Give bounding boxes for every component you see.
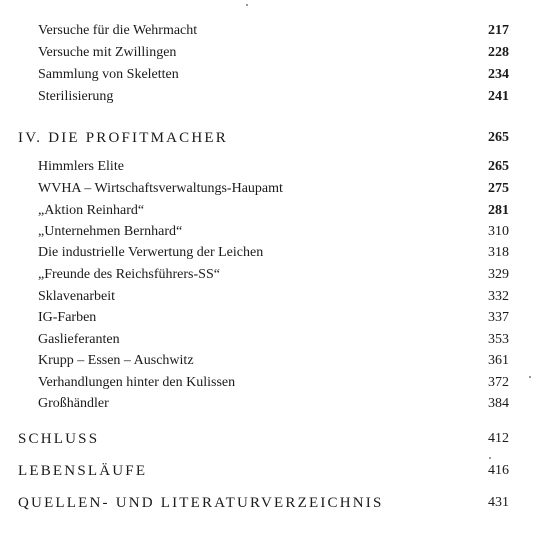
toc-entry-page: 241 bbox=[488, 89, 509, 104]
toc-entry-page: 234 bbox=[488, 67, 509, 82]
toc-entry bbox=[0, 308, 533, 328]
toc-entry-page: 275 bbox=[488, 181, 509, 196]
toc-chapter bbox=[0, 493, 533, 513]
toc-entry bbox=[0, 351, 533, 371]
toc-entry-page: 353 bbox=[488, 332, 509, 347]
toc-entry-title: Gaslieferanten bbox=[38, 332, 120, 347]
toc-entry-page: 329 bbox=[488, 267, 509, 282]
toc-entry-title: Versuche für die Wehrmacht bbox=[38, 23, 198, 38]
toc-entry-page: 228 bbox=[488, 45, 509, 60]
toc-entry bbox=[0, 157, 533, 177]
toc-entry-page: 318 bbox=[488, 245, 509, 260]
toc-entry-page: 372 bbox=[488, 375, 509, 390]
toc-entry-title: „Aktion Reinhard“ bbox=[38, 203, 145, 218]
toc-entry-title: Sammlung von Skeletten bbox=[38, 67, 179, 82]
toc-chapter bbox=[0, 128, 533, 148]
toc-entry-page: 281 bbox=[488, 203, 509, 218]
toc-entry-title: „Unternehmen Bernhard“ bbox=[38, 224, 183, 239]
toc-chapter-page: 412 bbox=[488, 431, 509, 446]
toc-entry-title: Sklavenarbeit bbox=[38, 289, 115, 304]
toc-entry bbox=[0, 43, 533, 63]
toc-entry-title: „Freunde des Reichsführers-SS“ bbox=[38, 267, 220, 282]
toc-entry-page: 332 bbox=[488, 289, 509, 304]
toc-entry-page: 217 bbox=[488, 23, 509, 38]
toc-entry bbox=[0, 287, 533, 307]
toc-entry bbox=[0, 373, 533, 393]
toc-entry bbox=[0, 243, 533, 263]
toc-entry-title: Großhändler bbox=[38, 396, 109, 411]
toc-entry-page: 361 bbox=[488, 353, 509, 368]
toc-entry-page: 384 bbox=[488, 396, 509, 411]
toc-entry-title: Verhandlungen hinter den Kulissen bbox=[38, 375, 236, 390]
toc-entry bbox=[0, 222, 533, 242]
toc-chapter-page: 416 bbox=[488, 463, 509, 478]
toc-entry bbox=[0, 201, 533, 221]
toc-entry bbox=[0, 330, 533, 350]
toc-chapter bbox=[0, 461, 533, 481]
toc-entry bbox=[0, 179, 533, 199]
toc-chapter bbox=[0, 429, 533, 449]
toc-entry-page: 337 bbox=[488, 310, 509, 325]
toc-chapter-title: QUELLEN- UND LITERATURVERZEICHNIS bbox=[18, 495, 384, 511]
toc-chapter-page: 265 bbox=[488, 130, 509, 145]
toc-chapter-title: SCHLUSS bbox=[18, 431, 100, 447]
toc-entry-page: 310 bbox=[488, 224, 509, 239]
toc-entry-title: IG-Farben bbox=[38, 310, 97, 325]
toc-entry bbox=[0, 21, 533, 41]
toc-chapter-title: LEBENSLÄUFE bbox=[18, 463, 148, 479]
toc-entry bbox=[0, 265, 533, 285]
scan-speck bbox=[489, 457, 491, 459]
toc-entry-title: Die industrielle Verwertung der Leichen bbox=[38, 245, 264, 260]
scan-speck bbox=[246, 4, 248, 6]
toc-entry-title: Himmlers Elite bbox=[38, 159, 124, 174]
scan-speck bbox=[529, 376, 531, 378]
toc-chapter-page: 431 bbox=[488, 495, 509, 510]
toc-chapter-title: IV. DIE PROFITMACHER bbox=[18, 130, 228, 146]
toc-entry-title: Sterilisierung bbox=[38, 89, 114, 104]
toc-entry-title: Versuche mit Zwillingen bbox=[38, 45, 177, 60]
toc-entry bbox=[0, 87, 533, 107]
toc-entry-title: WVHA – Wirtschaftsverwaltungs-Haupamt bbox=[38, 181, 283, 196]
toc-entry bbox=[0, 65, 533, 85]
toc-entry-page: 265 bbox=[488, 159, 509, 174]
toc-entry-title: Krupp – Essen – Auschwitz bbox=[38, 353, 194, 368]
toc-entry bbox=[0, 394, 533, 414]
